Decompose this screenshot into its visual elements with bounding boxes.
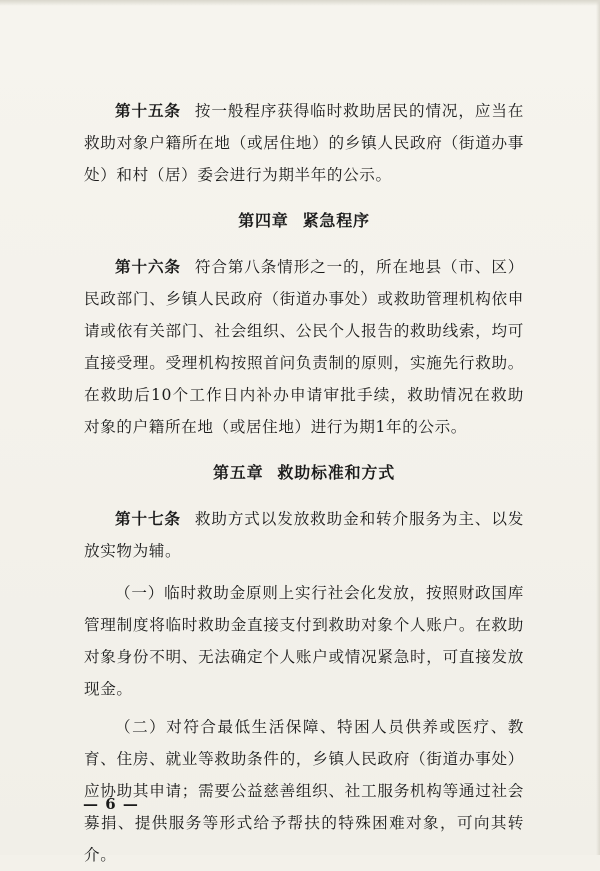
item-1-text: （一）临时救助金原则上实行社会化发放，按照财政国库管理制度将临时救助金直接支付到救助对象个人账户。在救助对象身份不明、无法确定个人账户或情况紧急时，可直接发放现金。	[84, 584, 524, 698]
chapter-5-title: 救助标准和方式	[277, 463, 395, 482]
article-15-text: 按一般程序获得临时救助居民的情况，应当在救助对象户籍所在地（或居住地）的乡镇人民政府（街道办事处）和村（居）委会进行为期半年的公示。	[84, 102, 524, 184]
article-17-paragraph	[84, 503, 524, 567]
article-17-text: 救助方式以发放救助金和转介服务为主、以发放实物为辅。	[84, 510, 524, 560]
scan-edge-right	[596, 0, 600, 855]
item-2-paragraph	[84, 711, 524, 871]
article-16-number: 第十六条	[115, 257, 181, 276]
chapter-4-heading	[84, 205, 524, 237]
page-number: — 6 —	[83, 795, 139, 813]
article-15-number: 第十五条	[115, 101, 181, 120]
item-1-paragraph	[84, 577, 524, 705]
item-2-text: （二）对符合最低生活保障、特困人员供养或医疗、教育、住房、就业等救助条件的，乡镇人民政府（街道办事处）应协助其申请；需要公益慈善组织、社工服务机构等通过社会募捐、提供服务等形式给予帮扶的特殊困难对象，可向其转介。	[84, 718, 524, 864]
scan-edge-top	[0, 0, 600, 6]
article-15-paragraph	[84, 95, 524, 191]
article-17-number: 第十七条	[115, 509, 181, 528]
chapter-4-title: 紧急程序	[302, 211, 370, 230]
chapter-4-number: 第四章	[238, 211, 289, 230]
article-16-text: 符合第八条情形之一的，所在地县（市、区）民政部门、乡镇人民政府（街道办事处）或救助管理机构依申请或依有关部门、社会组织、公民个人报告的救助线索，均可直接受理。受理机构按照首问负责制的原则，实施先行救助。在救助后10个工作日内补办申请审批手续，救助情况在救助对象的户籍所在地（或居住地）进行为期1年的公示。	[84, 258, 524, 436]
article-16-paragraph	[84, 251, 524, 443]
chapter-5-number: 第五章	[212, 463, 264, 482]
document-body	[84, 95, 524, 871]
chapter-5-heading	[84, 457, 524, 489]
